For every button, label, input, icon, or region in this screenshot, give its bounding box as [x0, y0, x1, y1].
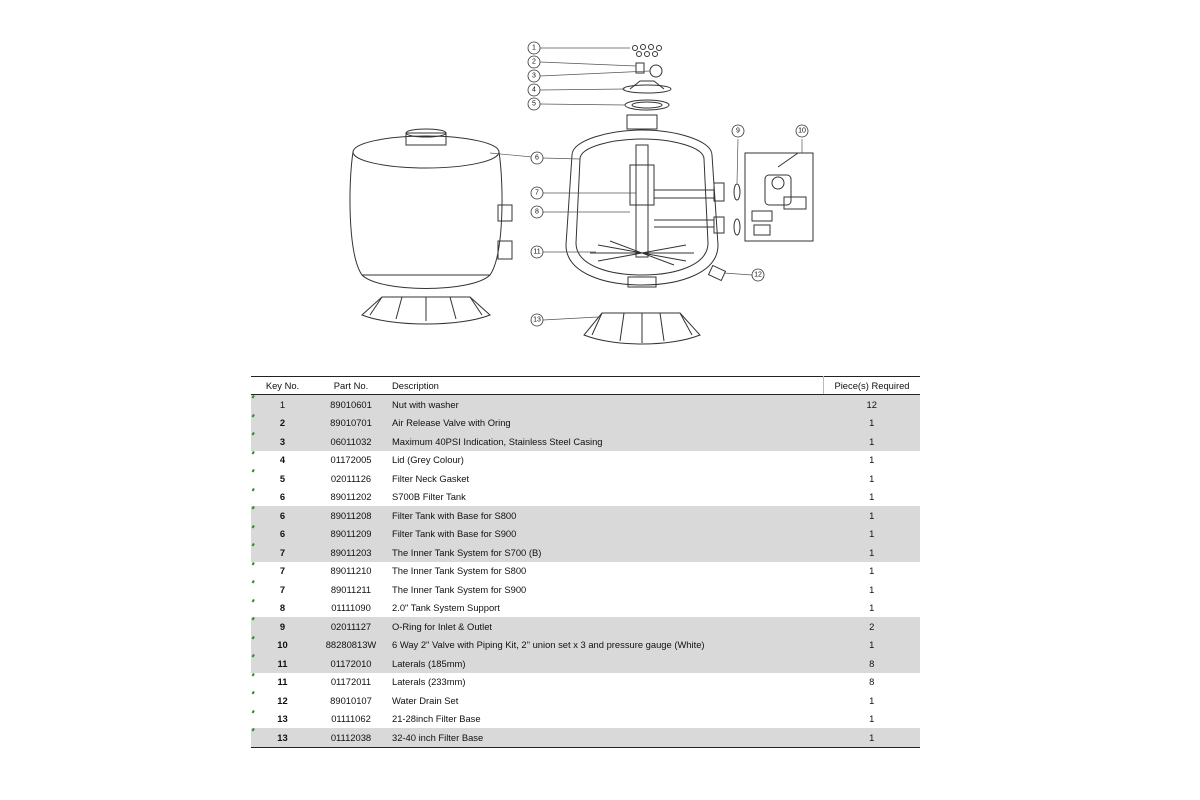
callout-8: 8: [535, 208, 539, 216]
callout-6: 6: [535, 154, 539, 162]
quantity-cell: 12: [824, 395, 921, 414]
quantity-cell: 2: [824, 617, 921, 636]
callout-5: 5: [532, 100, 536, 108]
table-row: [251, 469, 920, 488]
quantity-cell: 1: [824, 506, 921, 525]
cell-marker-icon: [252, 728, 258, 733]
table-row: [251, 525, 920, 544]
cell-marker-icon: [252, 432, 258, 437]
exploded-tank-drawing: [566, 115, 740, 344]
part-cell: 06011032: [314, 432, 388, 451]
quantity-cell: 1: [869, 565, 875, 577]
table-row: [251, 543, 920, 562]
table-row: [251, 673, 920, 692]
key-cell: 13: [251, 728, 314, 747]
callout-12: 12: [754, 271, 762, 279]
header-part-no: Part No.: [314, 377, 388, 395]
quantity-cell: 1: [869, 454, 875, 466]
description-cell: 32-40 inch Filter Base: [388, 728, 824, 747]
key-cell: 7: [251, 562, 314, 581]
key-cell: 6: [251, 506, 314, 525]
part-cell: 89011210: [330, 565, 372, 577]
part-cell: 01111062: [331, 713, 371, 725]
cell-marker-icon: [252, 414, 258, 419]
table-row: [251, 562, 920, 581]
callout-10: 10: [798, 127, 806, 135]
parts-table: [251, 376, 920, 748]
cell-marker-icon: [252, 469, 258, 474]
part-cell: 89010107: [330, 694, 372, 706]
exploded-parts-diagram: [340, 35, 840, 355]
key-cell: 7: [251, 543, 314, 562]
description-cell: Maximum 40PSI Indication, Stainless Steel Casing: [388, 432, 824, 451]
key-cell: 11: [251, 673, 314, 692]
quantity-cell: 8: [869, 676, 875, 688]
description-cell: 21-28inch Filter Base: [392, 713, 481, 725]
cell-marker-icon: [252, 451, 258, 456]
table-row: [251, 728, 920, 747]
table-row: [251, 451, 920, 470]
parts-table-body: [251, 395, 920, 748]
cell-marker-icon: [252, 654, 258, 659]
callout-9: 9: [736, 127, 740, 135]
cell-marker-icon: [252, 673, 258, 678]
key-cell: 2: [251, 414, 314, 433]
quantity-cell: 1: [869, 713, 875, 725]
description-cell: The Inner Tank System for S800: [392, 565, 527, 577]
quantity-cell: 1: [824, 728, 921, 747]
cell-marker-icon: [252, 488, 258, 493]
quantity-cell: 1: [869, 694, 875, 706]
table-row: [251, 636, 920, 655]
key-cell: 8: [251, 599, 314, 618]
header-description: Description: [388, 377, 824, 395]
description-cell: Filter Neck Gasket: [392, 472, 470, 484]
description-cell: 6 Way 2" Valve with Piping Kit, 2" union set x 3 and pressure gauge (White): [388, 636, 824, 655]
table-row: [251, 395, 920, 414]
key-cell: 12: [251, 691, 314, 710]
part-cell: 02011126: [330, 472, 372, 484]
description-cell: Lid (Grey Colour): [392, 454, 464, 466]
quantity-cell: 1: [824, 543, 921, 562]
quantity-cell: 1: [824, 525, 921, 544]
part-cell: 89011203: [314, 543, 388, 562]
quantity-cell: 1: [869, 602, 875, 614]
header-key-no: Key No.: [251, 377, 314, 395]
description-cell: Nut with washer: [388, 395, 824, 414]
cell-marker-icon: [252, 636, 258, 641]
part-cell: 01112038: [314, 728, 388, 747]
part-cell: 01172005: [330, 454, 372, 466]
quantity-cell: 1: [869, 491, 875, 503]
cell-marker-icon: [252, 710, 258, 715]
description-cell: Air Release Valve with Oring: [388, 414, 824, 433]
description-cell: The Inner Tank System for S700 (B): [388, 543, 824, 562]
quantity-cell: 1: [824, 414, 921, 433]
part-cell: 89010601: [314, 395, 388, 414]
cell-marker-icon: [252, 599, 258, 604]
key-cell: 3: [251, 432, 314, 451]
key-cell: 10: [251, 636, 314, 655]
quantity-cell: 1: [824, 432, 921, 451]
cell-marker-icon: [252, 691, 258, 696]
key-cell: 4: [251, 451, 314, 470]
key-cell: 6: [251, 488, 314, 507]
description-cell: The Inner Tank System for S900: [392, 583, 527, 595]
top-parts-drawing: [623, 45, 671, 111]
key-cell: 9: [251, 617, 314, 636]
cell-marker-icon: [252, 525, 258, 530]
cell-marker-icon: [252, 617, 258, 622]
part-cell: 89011209: [314, 525, 388, 544]
key-cell: 13: [251, 710, 314, 729]
callout-4: 4: [532, 86, 536, 94]
key-cell: 1: [251, 395, 314, 414]
cell-marker-icon: [252, 580, 258, 585]
description-cell: Laterals (233mm): [392, 676, 466, 688]
part-cell: 89010701: [314, 414, 388, 433]
description-cell: Filter Tank with Base for S900: [388, 525, 824, 544]
cell-marker-icon: [252, 506, 258, 511]
table-row: [251, 506, 920, 525]
key-cell: 7: [251, 580, 314, 599]
callout-1: 1: [532, 44, 536, 52]
table-header-row: [251, 377, 920, 395]
description-cell: Water Drain Set: [392, 694, 459, 706]
part-cell: 88280813W: [314, 636, 388, 655]
table-row: [251, 580, 920, 599]
part-cell: 01172010: [314, 654, 388, 673]
key-cell: 11: [251, 654, 314, 673]
callout-3: 3: [532, 72, 536, 80]
table-row: [251, 488, 920, 507]
key-cell: 6: [251, 525, 314, 544]
cell-marker-icon: [252, 562, 258, 567]
part-cell: 89011211: [330, 583, 372, 595]
quantity-cell: 8: [824, 654, 921, 673]
table-row: [251, 617, 920, 636]
quantity-cell: 1: [869, 583, 875, 595]
part-cell: 01172011: [330, 676, 372, 688]
callout-7: 7: [535, 189, 539, 197]
table-row: [251, 710, 920, 729]
key-cell: 5: [251, 469, 314, 488]
part-cell: 89011202: [330, 491, 372, 503]
description-cell: Filter Tank with Base for S800: [388, 506, 824, 525]
part-cell: 89011208: [314, 506, 388, 525]
table-row: [251, 654, 920, 673]
assembled-tank-drawing: [350, 129, 512, 324]
description-cell: O-Ring for Inlet & Outlet: [388, 617, 824, 636]
description-cell: Laterals (185mm): [388, 654, 824, 673]
callout-2: 2: [532, 58, 536, 66]
callout-11: 11: [533, 248, 541, 256]
callout-13: 13: [533, 316, 541, 324]
part-cell: 02011127: [314, 617, 388, 636]
table-row: [251, 414, 920, 433]
diagram-svg: [340, 35, 840, 355]
cell-marker-icon: [252, 543, 258, 548]
description-cell: 2.0" Tank System Support: [392, 602, 500, 614]
multiport-valve-drawing: [745, 153, 813, 241]
table-row: [251, 599, 920, 618]
quantity-cell: 1: [824, 636, 921, 655]
description-cell: S700B Filter Tank: [392, 491, 466, 503]
part-cell: 01111090: [331, 602, 371, 614]
header-pieces-required: Piece(s) Required: [824, 377, 921, 395]
quantity-cell: 1: [869, 472, 875, 484]
table-row: [251, 691, 920, 710]
cell-marker-icon: [252, 395, 258, 400]
table-row: [251, 432, 920, 451]
